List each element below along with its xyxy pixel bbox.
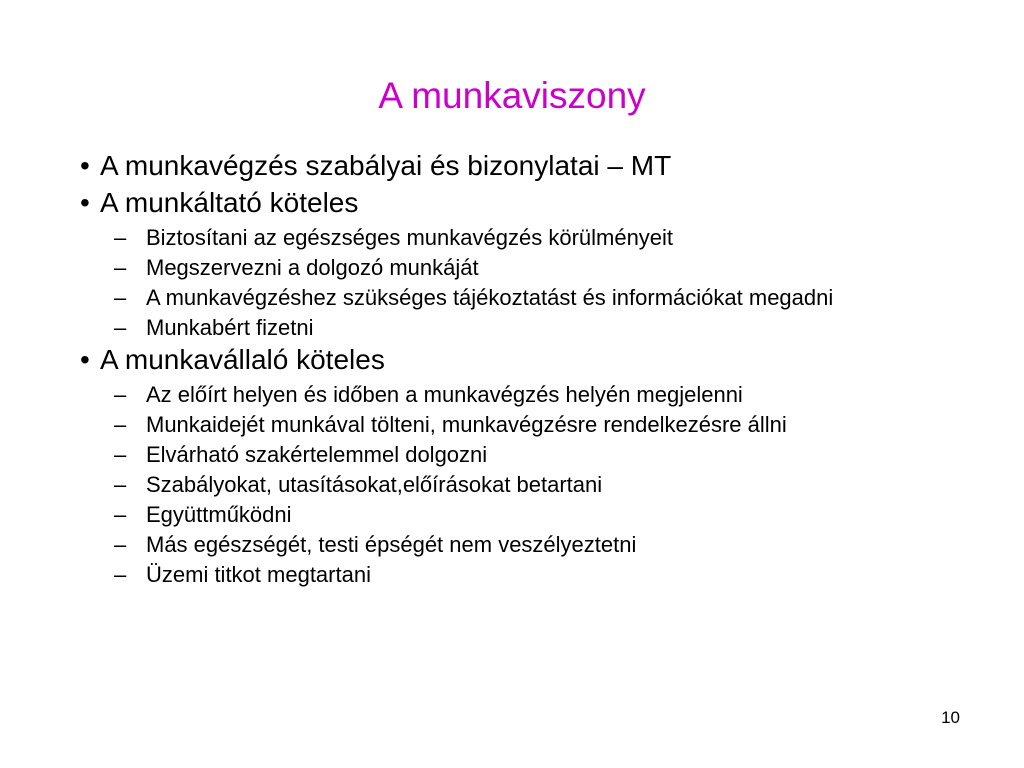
bullet-text: A munkáltató köteles [100,187,359,218]
dash-icon: – [114,255,127,280]
sub-bullet-item [80,444,960,466]
dash-icon: – [114,472,127,497]
sub-bullet-text: Üzemi titkot megtartani [146,562,371,587]
dash-icon: – [114,412,127,437]
slide-title: A munkaviszony [378,75,646,116]
dash-icon: – [114,502,127,527]
dash-icon: – [114,442,127,467]
dash-icon: – [114,225,127,250]
sub-bullet-text: A munkavégzéshez szükséges tájékoztatást és információkat megadni [146,285,834,310]
bullet-icon: • [80,150,90,181]
sub-bullet-text: Az előírt helyen és időben a munkavégzés helyén megjelenni [146,382,743,407]
dash-icon: – [114,285,127,310]
bullet-text: A munkavégzés szabályai és bizonylatai – MT [100,150,672,181]
bullet-item [80,187,960,219]
bullet-list [80,150,960,589]
sub-bullet-item [80,504,960,526]
sub-bullet-list [80,384,960,586]
sub-bullet-item [80,414,960,436]
sub-bullet-text: Biztosítani az egészséges munkavégzés körülményeit [146,225,674,250]
sub-bullet-text: Szabályokat, utasításokat,előírásokat betartani [146,472,603,497]
sub-bullet-text: Megszervezni a dolgozó munkáját [146,255,479,280]
page-number: 10 [941,708,960,727]
sub-bullet-item [80,257,960,279]
sub-bullet-item [80,317,960,339]
sub-bullet-item [80,564,960,586]
sub-bullet-text: Elvárható szakértelemmel dolgozni [146,442,488,467]
sub-bullet-list [80,227,960,339]
sub-bullet-text: Munkabért fizetni [146,315,314,340]
dash-icon: – [114,532,127,557]
sub-bullet-item [80,287,960,309]
sub-bullet-text: Munkaidejét munkával tölteni, munkavégzésre rendelkezésre állni [146,412,787,437]
dash-icon: – [114,562,127,587]
dash-icon: – [114,382,127,407]
bullet-icon: • [80,344,90,375]
dash-icon: – [114,315,127,340]
sub-bullet-item [80,534,960,556]
bullet-item [80,150,960,182]
sub-bullet-item [80,227,960,249]
bullet-text: A munkavállaló köteles [100,344,385,375]
sub-bullet-text: Más egészségét, testi épségét nem veszélyeztetni [146,532,637,557]
bullet-icon: • [80,187,90,218]
sub-bullet-text: Együttműködni [146,502,292,527]
sub-bullet-item [80,384,960,406]
sub-bullet-item [80,474,960,496]
bullet-item [80,344,960,376]
